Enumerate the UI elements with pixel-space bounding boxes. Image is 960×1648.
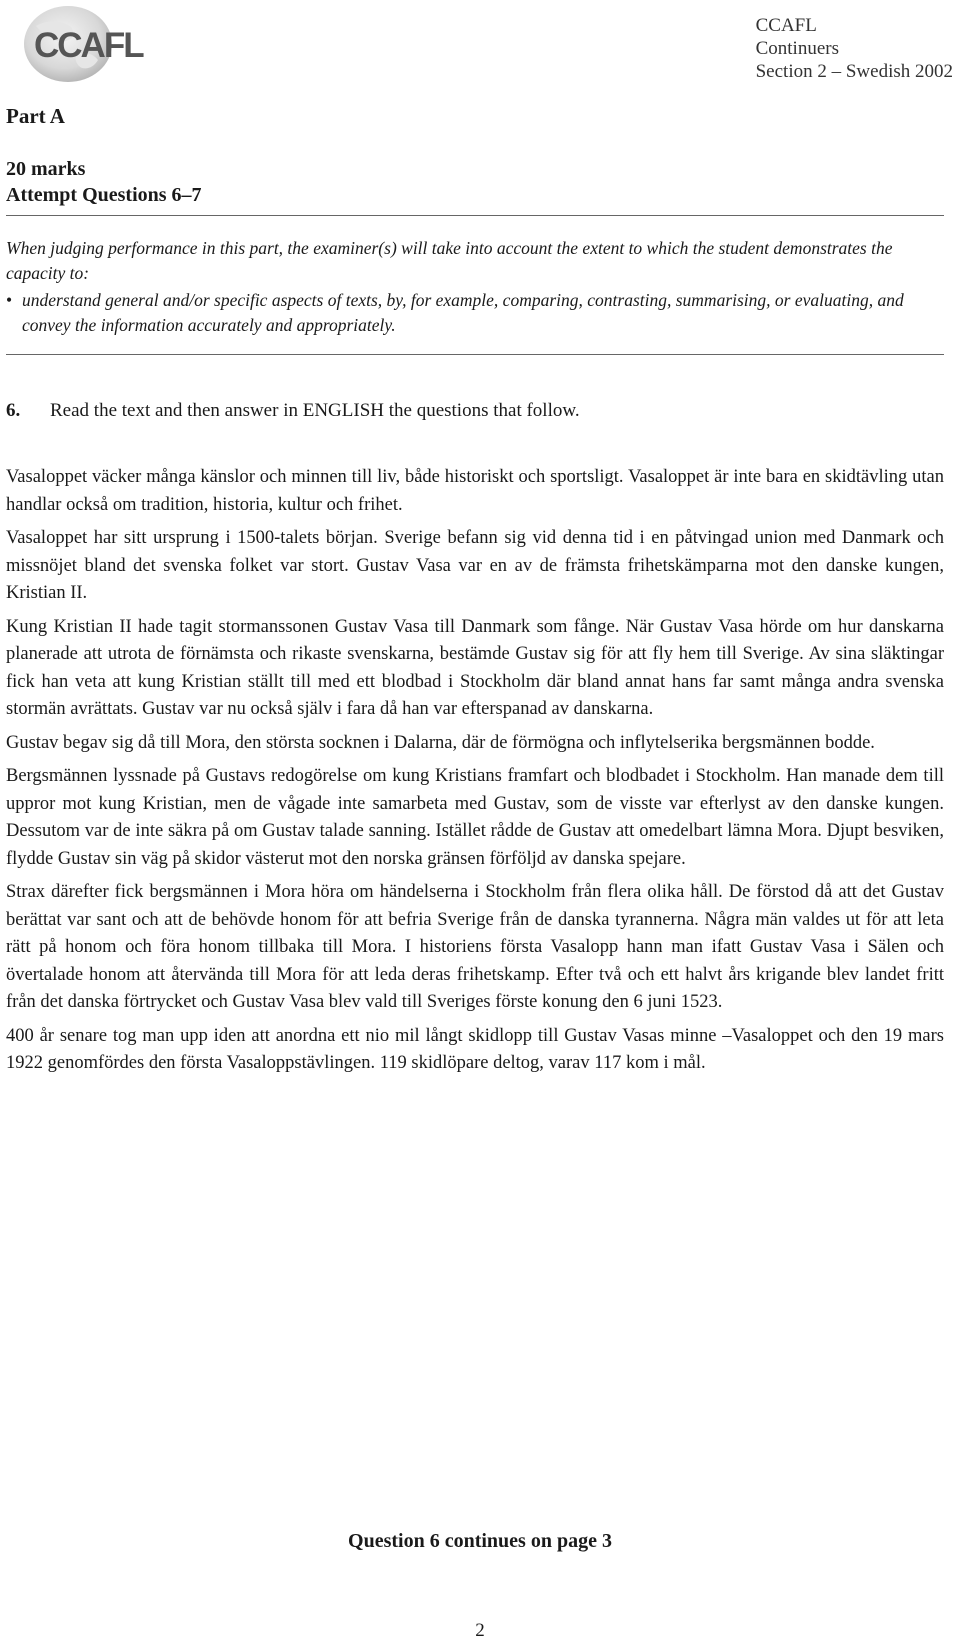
instructions-bullet-text: understand general and/or specific aspects of texts, by, for example, comparing, contrasting, summarising, or evaluating, and convey the information accurately and appropriately. <box>22 290 904 335</box>
question-prompt: Read the text and then answer in ENGLISH the questions that follow. <box>50 400 580 421</box>
passage-paragraph: Strax därefter fick bergsmännen i Mora höra om händelserna i Stockholm från flera olika håll. De förstod då att det Gustav berättat var sant och att de behövde honom för att befria Sverige från de danska tyrannerna. Några män valdes ut för att leta rätt på honom och föra honom tillbaka till Mora. I historiens första Vasalopp hann man ifatt Gustav Vasa i Sälen och övertalade honom att återvända till Mora för att leda deras frihetskamp. Efter två och ett halvt års krigande blev landet fritt från det danska förtrycket och Gustav Vasa blev vald till Sveriges förste konung den 6 juni 1523. <box>6 882 944 1012</box>
header-section: Section 2 – Swedish 2002 <box>755 61 953 82</box>
reading-passage <box>6 464 944 1084</box>
top-divider <box>6 215 944 216</box>
bullet-icon: • <box>6 290 13 310</box>
passage-paragraph: 400 år senare tog man upp iden att anordna ett nio mil långt skidlopp till Gustav Vasas minne –Vasaloppet och den 19 mars 1922 genomfördes den första Vasaloppstävlingen. 119 skidlöpare deltog, varav 117 kom i mål. <box>6 1025 944 1073</box>
passage-paragraph: Gustav begav sig då till Mora, den största socknen i Dalarna, där de förmögna och inflytelserika bergsmännen bodde. <box>6 732 875 753</box>
ccafl-logo <box>6 4 143 84</box>
instructions-bullet <box>6 288 944 338</box>
passage-paragraph: Vasaloppet väcker många känslor och minnen till liv, både historiskt och sportsligt. Vasaloppet är inte bara en skidtävling utan handlar också om tradition, historia, kultur och frihet. <box>6 467 944 515</box>
passage-paragraph: Vasaloppet har sitt ursprung i 1500-talets början. Sverige befann sig vid denna tid i en påtvingad union med Danmark och missnöjet bland det svenska folket var stort. Gustav Vasa var en av de främsta frihetskämparna mot den danske kungen, Kristian II. <box>6 528 944 603</box>
attempt-questions: Attempt Questions 6–7 <box>6 184 202 206</box>
logo-text: CCAFL <box>34 26 143 65</box>
passage-paragraph: Bergsmännen lyssnade på Gustavs redogörelse om kung Kristians framfart och blodbadet i Stockholm. Han manade dem till uppror mot kung Kristian, men de vågade inte samarbeta med Gustav, som de visste var efterlyst av den danske kungen. Dessutom var de inte säkra på om Gustav talade sanning. Istället rådde de Gustav att omedelbart lämna Mora. Djupt besviken, flydde Gustav sin väg på skidor västerut mot den norska gränsen förföljd av danska spejare. <box>6 766 944 869</box>
bottom-divider <box>6 354 944 355</box>
marks-label: 20 marks <box>6 158 86 180</box>
instructions-intro: When judging performance in this part, the examiner(s) will take into account the extent to which the student demonstrates the capacity to: <box>6 238 893 283</box>
passage-paragraph: Kung Kristian II hade tagit stormanssonen Gustav Vasa till Danmark som fånge. När Gustav Vasa hörde om hur danskarna planerade att utrota de förnämsta och rikaste svenskarna, bestämde Gustav sig för att fly hem till Sverige. Av sina släktingar fick han veta att kung Kristian ställt till med ett blodbad i Stockholm där bland annat hans far samt många andra svenska stormän avrättats. Gustav var nu också själv i fara då han var efterspanad av danskarna. <box>6 616 944 719</box>
header-level: Continuers <box>755 38 839 59</box>
marks-block <box>6 156 202 208</box>
question-heading <box>6 400 580 422</box>
header-org: CCAFL <box>755 15 817 36</box>
part-title: Part A <box>6 104 65 128</box>
continues-notice: Question 6 continues on page 3 <box>348 1530 612 1552</box>
question-number: 6. <box>6 400 21 421</box>
instructions-block <box>6 236 944 338</box>
document-header <box>756 14 953 83</box>
page-number: 2 <box>475 1620 485 1641</box>
